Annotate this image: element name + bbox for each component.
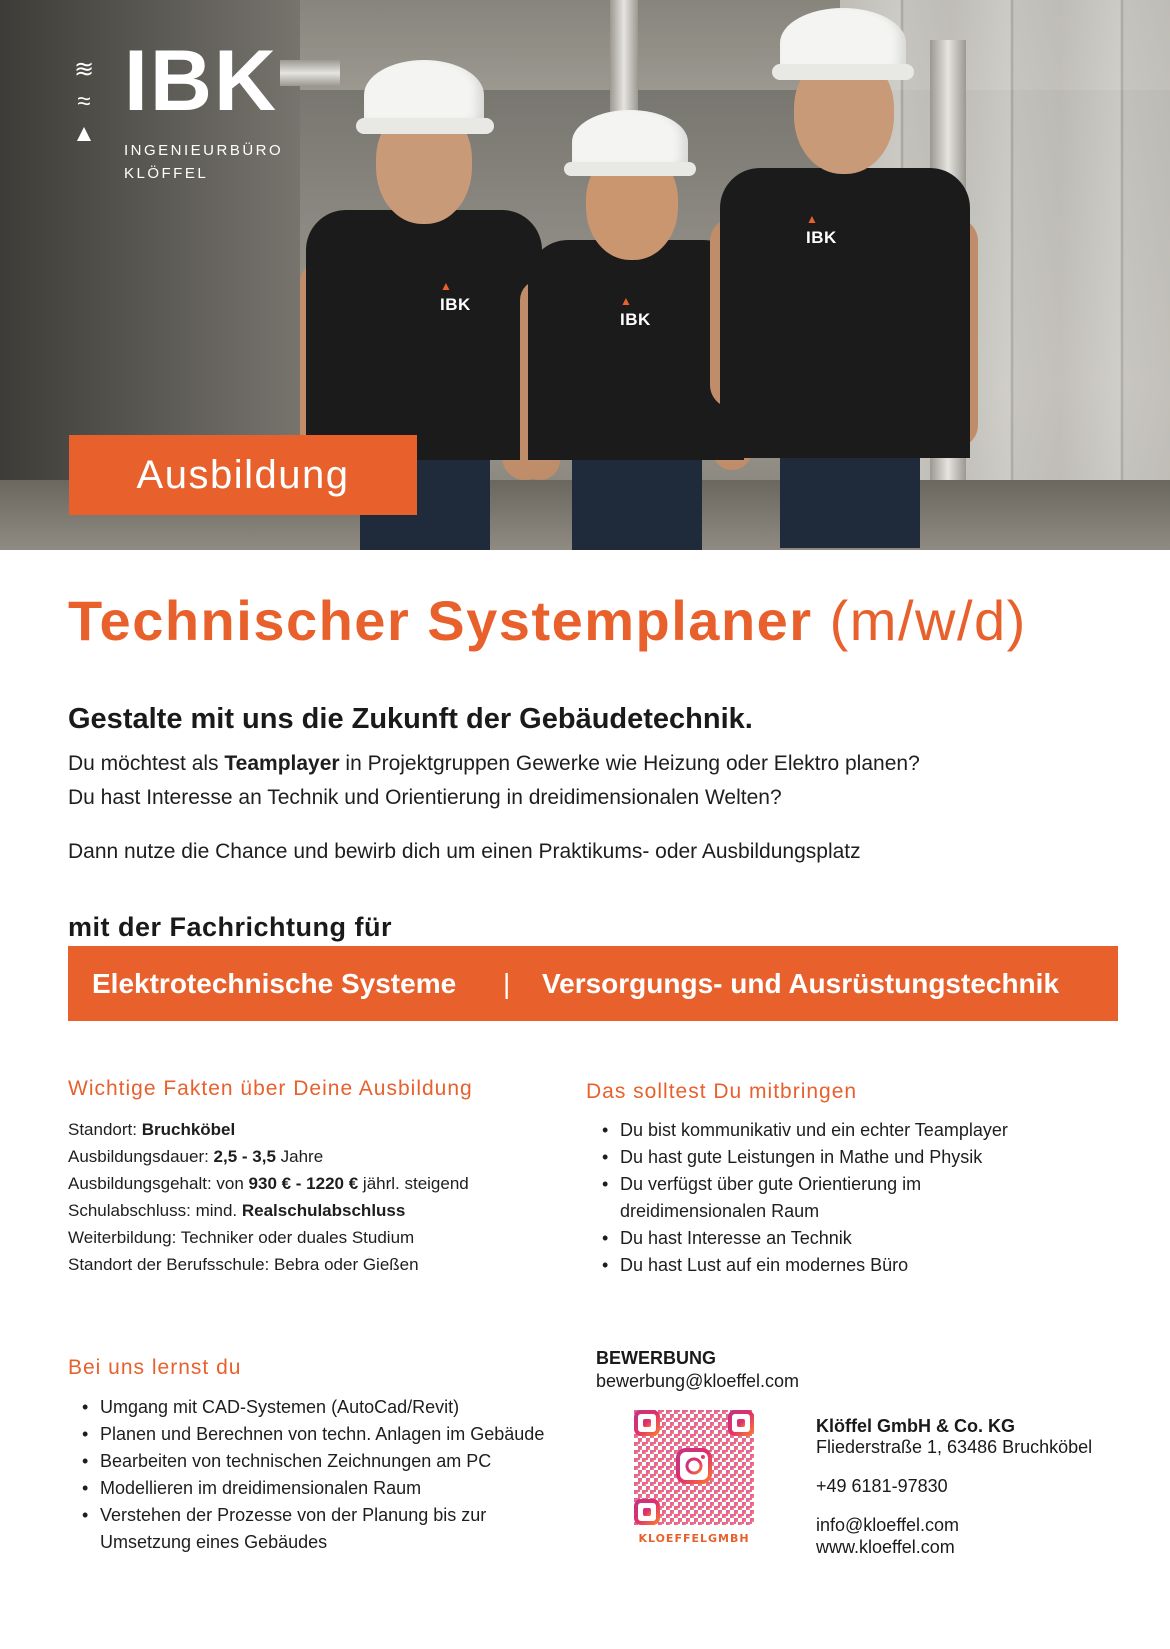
fact-standort: Standort: Bruchköbel <box>68 1120 236 1139</box>
fachrichtung-option-2: Versorgungs- und Ausrüstungstechnik <box>542 967 1060 999</box>
logo-marks <box>64 54 104 150</box>
fachrichtung-separator: | <box>503 967 511 999</box>
company-website[interactable]: www.kloeffel.com <box>816 1537 955 1557</box>
hero-pipe <box>280 60 340 86</box>
intro-line-3: Dann nutze die Chance und bewirb dich um einen Praktikums- oder Ausbildungsplatz <box>68 840 861 863</box>
intro-line-2: Du hast Interesse an Technik und Orientierung in dreidimensionalen Welten? <box>68 786 782 809</box>
requirements-list <box>600 1117 1008 1279</box>
company-phone[interactable]: +49 6181-97830 <box>816 1476 948 1496</box>
learn-item: • Modellieren im dreidimensionalen Raum <box>80 1475 544 1502</box>
fact-dauer: Ausbildungsdauer: 2,5 - 3,5 Jahre <box>68 1147 324 1166</box>
requirement-item: • Du hast Lust auf ein modernes Büro <box>600 1252 1008 1279</box>
fachrichtung-label: mit der Fachrichtung für <box>68 912 393 942</box>
shirt-logo: ▲ IBK <box>440 279 471 314</box>
instagram-icon <box>678 1450 710 1482</box>
company-name: Klöffel GmbH & Co. KG <box>816 1416 1015 1436</box>
water-icon: ≈ <box>77 88 91 115</box>
fachrichtung-option-1: Elektrotechnische Systeme <box>92 967 457 999</box>
fact-gehalt: Ausbildungsgehalt: von 930 € - 1220 € jährl. steigend <box>68 1174 469 1193</box>
learn-item: • Planen und Berechnen von techn. Anlagen im Gebäude <box>80 1421 544 1448</box>
flame-icon: ▲ <box>72 120 96 147</box>
logo-wordmark: IBK <box>124 33 279 129</box>
facts-list <box>68 1116 469 1278</box>
shirt-logo: ▲ IBK <box>806 212 837 247</box>
company-email[interactable]: info@kloeffel.com <box>816 1515 960 1535</box>
logo-line-1: INGENIEURBÜRO <box>124 142 284 159</box>
fachrichtung-bar <box>68 946 1118 1021</box>
hero-photo <box>0 0 1170 550</box>
ausbildung-badge: Ausbildung <box>69 435 417 515</box>
learn-item: • Umgang mit CAD-Systemen (AutoCad/Revit) <box>80 1394 544 1421</box>
fact-weiterbildung: Weiterbildung: Techniker oder duales Studium <box>68 1228 415 1247</box>
shirt-logo: ▲ IBK <box>620 294 651 329</box>
learn-item-continuation: Umsetzung eines Gebäudes <box>100 1532 328 1552</box>
job-title-main: Technischer Systemplaner <box>68 589 813 652</box>
steam-icon: ≋ <box>73 56 95 83</box>
requirement-item: • Du verfügst über gute Orientierung im <box>600 1171 1008 1198</box>
learn-list <box>80 1394 544 1556</box>
job-title-suffix: (m/w/d) <box>829 589 1027 652</box>
qr-label: KLOEFFELGMBH <box>638 1532 750 1545</box>
hero-pipe <box>610 0 638 120</box>
application-email[interactable]: bewerbung@kloeffel.com <box>596 1371 800 1391</box>
requirement-item: • Du bist kommunikativ und ein echter Teamplayer <box>600 1117 1008 1144</box>
fact-schulabschluss: Schulabschluss: mind. Realschulabschluss <box>68 1201 406 1220</box>
application-title: BEWERBUNG <box>596 1348 716 1368</box>
logo-line-2: KLÖFFEL <box>124 165 209 182</box>
qr-code <box>634 1410 754 1525</box>
facts-title: Wichtige Fakten über Deine Ausbildung <box>68 1077 473 1100</box>
learn-title: Bei uns lernst du <box>68 1356 242 1379</box>
company-address: Fliederstraße 1, 63486 Bruchköbel <box>816 1437 1093 1457</box>
requirement-item-continuation: dreidimensionalen Raum <box>620 1201 820 1221</box>
requirements-title: Das solltest Du mitbringen <box>586 1080 858 1103</box>
fact-berufsschule: Standort der Berufsschule: Bebra oder Gießen <box>68 1255 419 1274</box>
requirement-item: • Du hast gute Leistungen in Mathe und Physik <box>600 1144 1008 1171</box>
learn-item: • Bearbeiten von technischen Zeichnungen am PC <box>80 1448 544 1475</box>
learn-item: • Verstehen der Prozesse von der Planung bis zur <box>80 1502 544 1529</box>
instagram-qr[interactable] <box>629 1410 759 1550</box>
job-title <box>68 588 1027 653</box>
requirement-item: • Du hast Interesse an Technik <box>600 1225 1008 1252</box>
headline: Gestalte mit uns die Zukunft der Gebäudetechnik. <box>68 703 753 735</box>
intro-line-1: Du möchtest als Teamplayer in Projektgruppen Gewerke wie Heizung oder Elektro planen? <box>68 752 920 775</box>
